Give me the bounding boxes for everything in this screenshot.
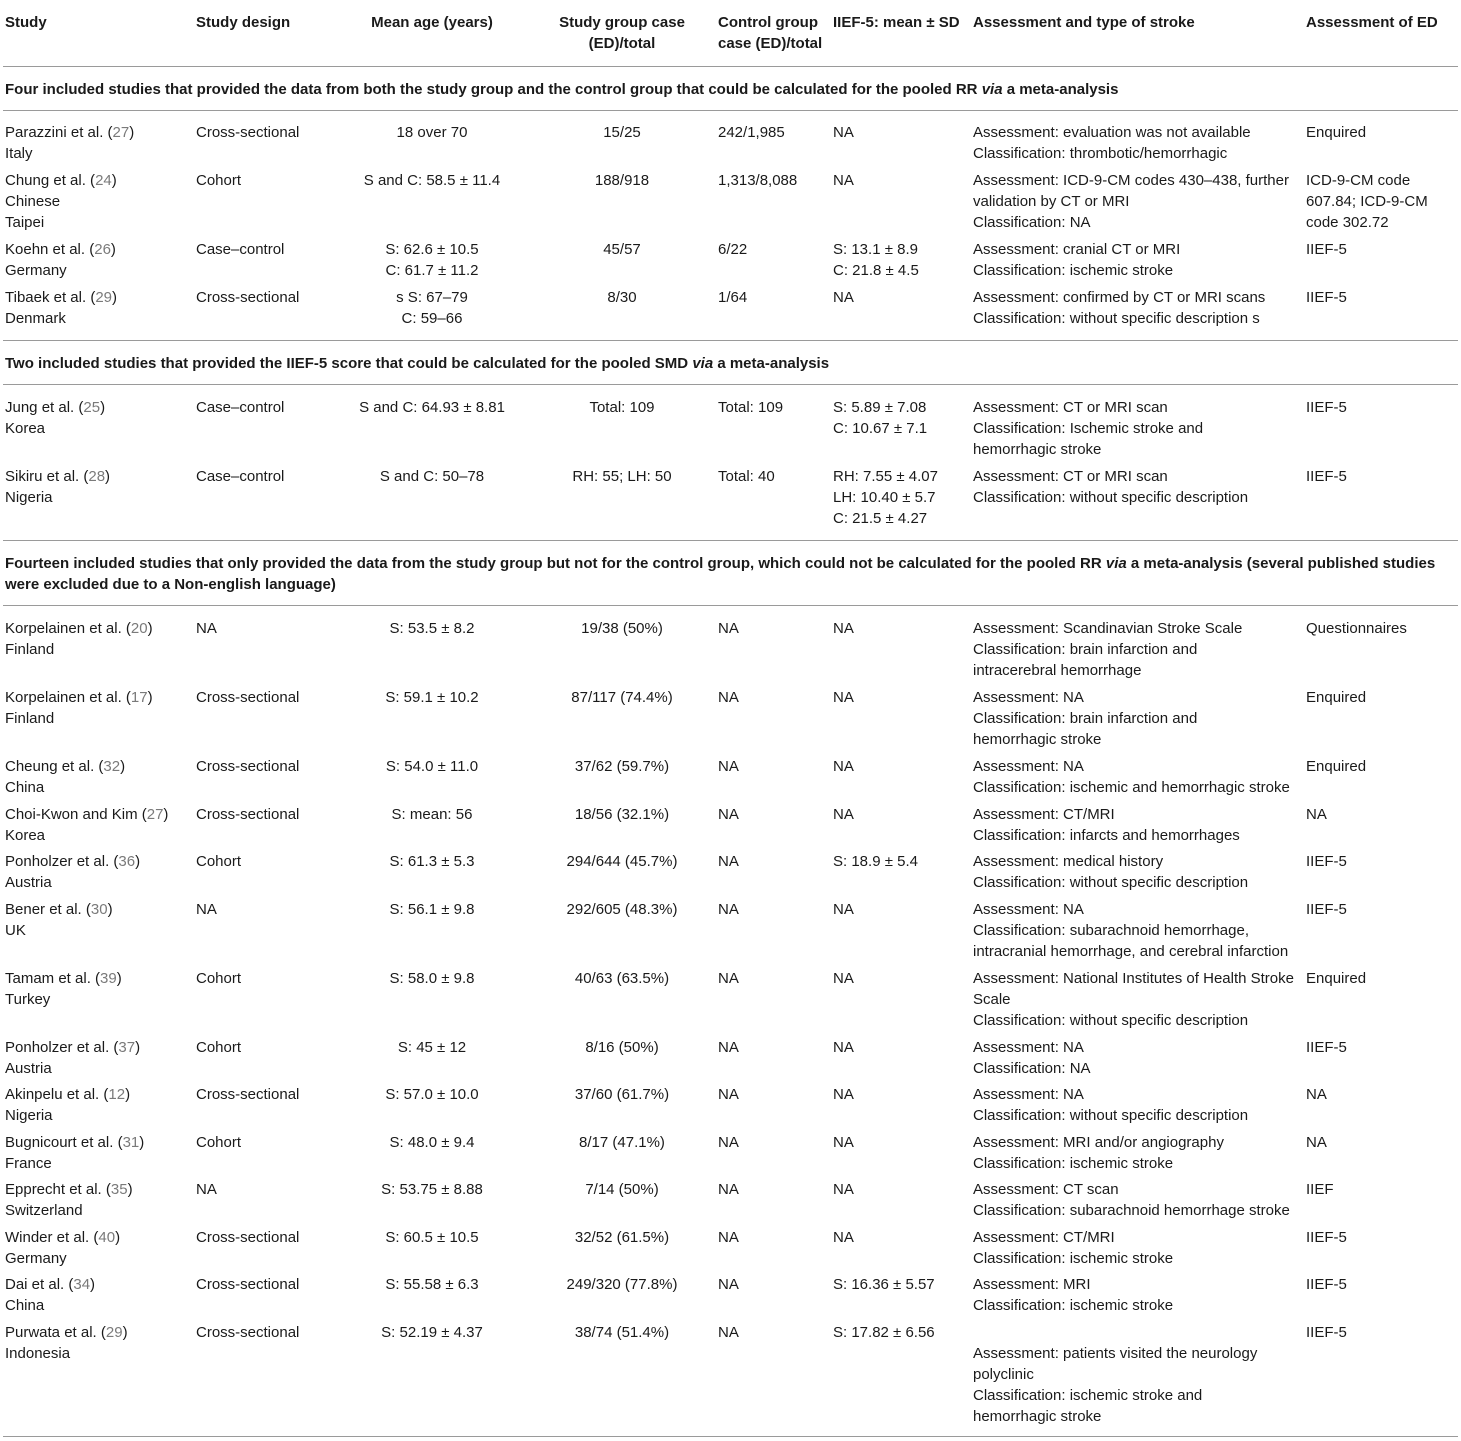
cell-study: [5, 1084, 190, 1126]
study-country: China: [5, 779, 45, 796]
cell-assessment: Assessment: cranial CT or MRI Classification: ischemic stroke: [973, 241, 1181, 279]
study-country: Austria: [5, 874, 52, 891]
cell-study: [5, 1179, 190, 1221]
header-ed: Assessment of ED: [1306, 14, 1438, 31]
cell-study-group: 37/60 (61.7%): [574, 1086, 670, 1103]
header-control-group: Control group case (ED)/total: [718, 14, 823, 52]
cell-mean-age: S: 62.6 ± 10.5 C: 61.7 ± 11.2: [385, 241, 479, 279]
reference-link[interactable]: 26: [94, 241, 111, 258]
study-author: Korpelainen et al. (: [5, 620, 131, 637]
section-end-divider: [3, 340, 1458, 341]
cell-assessment: Assessment: National Institutes of Health Stroke Scale Classification: without specific description: [973, 970, 1294, 1029]
cell-assessment: Assessment: CT or MRI scan Classification: without specific description: [973, 468, 1249, 506]
cell-mean-age: S: 52.19 ± 4.37: [381, 1324, 483, 1341]
study-author-end: ): [105, 468, 111, 485]
cell-assessment: Assessment: patients visited the neurology polyclinic Classification: ischemic stroke and hemorrhagic stroke: [973, 1345, 1258, 1425]
cell-ed-assessment: IIEF-5: [1306, 1229, 1347, 1246]
cell-ed-assessment: IIEF-5: [1306, 1324, 1347, 1341]
section-title-emphasis: via: [981, 81, 1003, 98]
cell-assessment: Assessment: NA Classification: brain infarction and hemorrhagic stroke: [973, 689, 1198, 748]
reference-link[interactable]: 12: [108, 1086, 126, 1103]
cell-iief: NA: [833, 172, 854, 189]
cell-ed-assessment: IIEF-5: [1306, 399, 1347, 416]
study-country: Denmark: [5, 310, 66, 327]
study-country: Germany: [5, 1250, 67, 1267]
study-country: Nigeria: [5, 1107, 53, 1124]
cell-assessment: Assessment: MRI Classification: ischemic stroke: [973, 1276, 1174, 1314]
cell-assessment: Assessment: CT scan Classification: subarachnoid hemorrhage stroke: [973, 1181, 1290, 1219]
study-author: Purwata et al. (: [5, 1324, 106, 1341]
cell-study: [5, 170, 190, 233]
cell-design: NA: [196, 901, 217, 918]
section-title-text: Fourteen included studies that only provided the data from the study group but not for the control group, which could not be calculated for the pooled RR: [5, 555, 1106, 572]
cell-study: [5, 122, 190, 164]
reference-link[interactable]: 28: [88, 468, 106, 485]
cell-study-group: 7/14 (50%): [585, 1181, 659, 1198]
cell-assessment: Assessment: confirmed by CT or MRI scans Classification: without specific description s: [973, 289, 1266, 327]
cell-study-group: 45/57: [603, 241, 641, 258]
cell-study-group: RH: 55; LH: 50: [572, 468, 672, 485]
cell-study: [5, 1037, 190, 1079]
cell-design: Cohort: [196, 1039, 242, 1056]
cell-assessment: Assessment: NA Classification: subarachnoid hemorrhage, intracranial hemorrhage, and cerebral infarction: [973, 901, 1289, 960]
study-author-end: ): [112, 289, 118, 306]
cell-iief: NA: [833, 1134, 854, 1151]
cell-iief: NA: [833, 689, 854, 706]
cell-ed-assessment: Enquired: [1306, 970, 1367, 987]
cell-control-group: NA: [718, 970, 739, 987]
cell-study: [5, 968, 190, 1010]
study-author-end: ): [129, 124, 135, 141]
cell-study-group: 292/605 (48.3%): [566, 901, 678, 918]
study-country: Finland: [5, 710, 55, 727]
study-country: Korea: [5, 827, 46, 844]
reference-link[interactable]: 35: [110, 1181, 128, 1198]
study-author-end: ): [115, 1229, 121, 1246]
section-title-text: a meta-analysis (several published studies were excluded due to a Non-english language): [5, 555, 1436, 593]
cell-study: [5, 851, 190, 893]
study-author: Ponholzer et al. (: [5, 1039, 119, 1056]
cell-design: Cross-sectional: [196, 1229, 300, 1246]
reference-link[interactable]: 29: [95, 289, 113, 306]
cell-iief: NA: [833, 806, 854, 823]
study-country: China: [5, 1297, 45, 1314]
study-author: Epprecht et al. (: [5, 1181, 111, 1198]
cell-ed-assessment: IIEF-5: [1306, 468, 1347, 485]
header-iief: IIEF-5: mean ± SD: [833, 14, 960, 31]
section-title: [5, 553, 1457, 595]
section-divider: [3, 605, 1458, 606]
study-country: Switzerland: [5, 1202, 83, 1219]
cell-iief: NA: [833, 901, 854, 918]
section-title-text: Two included studies that provided the IIEF-5 score that could be calculated for the pooled SMD: [5, 355, 693, 372]
cell-control-group: NA: [718, 853, 739, 870]
cell-ed-assessment: IIEF-5: [1306, 289, 1347, 306]
reference-link[interactable]: 37: [118, 1039, 136, 1056]
cell-ed-assessment: IIEF-5: [1306, 1276, 1347, 1293]
cell-study-group: 8/30: [607, 289, 637, 306]
cell-design: Case–control: [196, 468, 285, 485]
cell-design: Cohort: [196, 970, 242, 987]
cell-assessment: Assessment: NA Classification: without specific description: [973, 1086, 1249, 1124]
cell-mean-age: S: 59.1 ± 10.2: [385, 689, 479, 706]
cell-ed-assessment: NA: [1306, 1134, 1327, 1151]
cell-mean-age: s S: 67–79 C: 59–66: [396, 289, 468, 327]
header-study-group: Study group case (ED)/total: [559, 14, 685, 52]
cell-control-group: NA: [718, 1276, 739, 1293]
reference-link[interactable]: 36: [118, 853, 136, 870]
reference-link[interactable]: 32: [103, 758, 121, 775]
cell-study: [5, 1322, 190, 1364]
reference-link[interactable]: 30: [90, 901, 108, 918]
study-author-end: ): [139, 1134, 145, 1151]
cell-design: Cross-sectional: [196, 689, 300, 706]
cell-control-group: NA: [718, 758, 739, 775]
cell-control-group: NA: [718, 1086, 739, 1103]
cell-study-group: 188/918: [594, 172, 650, 189]
cell-study: [5, 397, 190, 439]
cell-assessment: Assessment: medical history Classification: without specific description: [973, 853, 1249, 891]
cell-assessment: Assessment: NA Classification: NA: [973, 1039, 1091, 1077]
section-title: [5, 79, 1457, 100]
reference-link[interactable]: 34: [73, 1276, 91, 1293]
reference-link[interactable]: 39: [100, 970, 117, 987]
section-title-text: a meta-analysis: [713, 355, 830, 372]
cell-mean-age: 18 over 70: [396, 124, 468, 141]
cell-ed-assessment: IIEF-5: [1306, 901, 1347, 918]
study-author-end: ): [147, 689, 153, 706]
cell-study-group: 249/320 (77.8%): [566, 1276, 678, 1293]
cell-study: [5, 239, 190, 281]
study-author-end: ): [135, 853, 141, 870]
cell-control-group: NA: [718, 901, 739, 918]
cell-ed-assessment: IIEF-5: [1306, 853, 1347, 870]
reference-link[interactable]: 29: [105, 1324, 123, 1341]
cell-assessment: Assessment: MRI and/or angiography Classification: ischemic stroke: [973, 1134, 1224, 1172]
cell-study-group: 8/17 (47.1%): [579, 1134, 665, 1151]
cell-study: [5, 287, 190, 329]
cell-study: [5, 1227, 190, 1269]
cell-study-group: Total: 109: [589, 399, 655, 416]
cell-assessment: Assessment: Scandinavian Stroke Scale Classification: brain infarction and intracerebral hemorrhage: [973, 620, 1243, 679]
cell-design: NA: [196, 620, 217, 637]
cell-control-group: 1,313/8,088: [718, 172, 798, 189]
cell-control-group: NA: [718, 806, 739, 823]
study-author: Akinpelu et al. (: [5, 1086, 109, 1103]
section-divider: [3, 110, 1458, 111]
cell-mean-age: S: 57.0 ± 10.0: [385, 1086, 479, 1103]
cell-assessment: Assessment: CT/MRI Classification: ischemic stroke: [973, 1229, 1174, 1267]
section-divider: [3, 384, 1458, 385]
cell-mean-age: S: 45 ± 12: [397, 1039, 467, 1056]
cell-mean-age: S: 53.5 ± 8.2: [389, 620, 475, 637]
study-author-end: ): [135, 1039, 141, 1056]
cell-control-group: NA: [718, 1134, 739, 1151]
reference-link[interactable]: 25: [83, 399, 101, 416]
cell-mean-age: S: 61.3 ± 5.3: [389, 853, 475, 870]
cell-mean-age: S and C: 64.93 ± 8.81: [359, 399, 505, 416]
cell-mean-age: S: 48.0 ± 9.4: [389, 1134, 475, 1151]
cell-study-group: 32/52 (61.5%): [574, 1229, 670, 1246]
cell-design: Cross-sectional: [196, 1276, 300, 1293]
section-title: [5, 353, 1457, 374]
cell-control-group: Total: 40: [718, 468, 775, 485]
cell-iief: NA: [833, 1039, 854, 1056]
study-author: Koehn et al. (: [5, 241, 95, 258]
header-design: Study design: [196, 14, 291, 31]
cell-mean-age: S: 58.0 ± 9.8: [389, 970, 475, 987]
study-author-end: ): [122, 1324, 128, 1341]
cell-iief: S: 18.9 ± 5.4: [833, 853, 918, 870]
cell-mean-age: S: mean: 56: [391, 806, 473, 823]
cell-study-group: 18/56 (32.1%): [574, 806, 670, 823]
cell-design: Cohort: [196, 1134, 242, 1151]
cell-mean-age: S: 60.5 ± 10.5: [385, 1229, 479, 1246]
study-country: Austria: [5, 1060, 52, 1077]
cell-control-group: NA: [718, 1039, 739, 1056]
cell-study-group: 40/63 (63.5%): [574, 970, 670, 987]
header-assessment: Assessment and type of stroke: [973, 14, 1195, 31]
cell-study-group: 38/74 (51.4%): [574, 1324, 670, 1341]
study-author-end: ): [110, 241, 116, 258]
cell-study-group: 87/117 (74.4%): [571, 689, 673, 706]
study-author-end: ): [125, 1086, 131, 1103]
cell-design: Case–control: [196, 241, 285, 258]
cell-design: Cross-sectional: [196, 758, 300, 775]
study-author: Korpelainen et al. (: [5, 689, 131, 706]
cell-mean-age: S: 55.58 ± 6.3: [385, 1276, 479, 1293]
cell-ed-assessment: NA: [1306, 1086, 1327, 1103]
section-end-divider: [3, 540, 1458, 541]
cell-iief: NA: [833, 1229, 854, 1246]
reference-link[interactable]: 40: [98, 1229, 116, 1246]
reference-link[interactable]: 27: [146, 806, 164, 823]
cell-mean-age: S: 56.1 ± 9.8: [389, 901, 475, 918]
cell-design: Cross-sectional: [196, 806, 300, 823]
study-author: Chung et al. (: [5, 172, 96, 189]
cell-study: [5, 618, 190, 660]
study-author: Tamam et al. (: [5, 970, 101, 987]
reference-link[interactable]: 20: [130, 620, 148, 637]
study-author-end: ): [120, 758, 126, 775]
cell-control-group: NA: [718, 620, 739, 637]
study-country: Indonesia: [5, 1345, 71, 1362]
cell-ed-assessment: NA: [1306, 806, 1327, 823]
cell-study-group: 15/25: [603, 124, 641, 141]
section-title-text: Four included studies that provided the data from both the study group and the control group that could be calculated for the pooled RR: [5, 81, 982, 98]
cell-iief: NA: [833, 289, 854, 306]
study-author-end: ): [116, 970, 122, 987]
study-author-end: ): [147, 620, 153, 637]
cell-study: [5, 687, 190, 729]
cell-ed-assessment: Enquired: [1306, 124, 1367, 141]
cell-control-group: 242/1,985: [718, 124, 785, 141]
cell-assessment: Assessment: evaluation was not available Classification: thrombotic/hemorrhagic: [973, 124, 1251, 162]
cell-mean-age: S: 54.0 ± 11.0: [385, 758, 479, 775]
reference-link[interactable]: 24: [95, 172, 112, 189]
study-country: Korea: [5, 420, 46, 437]
cell-control-group: NA: [718, 689, 739, 706]
cell-control-group: 6/22: [718, 241, 748, 258]
cell-iief: S: 17.82 ± 6.56: [833, 1324, 935, 1341]
cell-iief: RH: 7.55 ± 4.07 LH: 10.40 ± 5.7 C: 21.5 ± 4.27: [833, 468, 938, 527]
cell-assessment: Assessment: CT or MRI scan Classification: Ischemic stroke and hemorrhagic stroke: [973, 399, 1204, 458]
cell-ed-assessment: Enquired: [1306, 758, 1367, 775]
section-title-emphasis: via: [692, 355, 714, 372]
cell-design: Cross-sectional: [196, 289, 300, 306]
cell-ed-assessment: ICD-9-CM code 607.84; ICD-9-CM code 302.72: [1306, 172, 1428, 231]
study-author-end: ): [127, 1181, 133, 1198]
cell-design: Cross-sectional: [196, 124, 300, 141]
cell-ed-assessment: Questionnaires: [1306, 620, 1407, 637]
cell-assessment: Assessment: NA Classification: ischemic and hemorrhagic stroke: [973, 758, 1290, 796]
study-author: Cheung et al. (: [5, 758, 104, 775]
cell-study: [5, 804, 190, 846]
cell-mean-age: S and C: 50–78: [379, 468, 485, 485]
study-country: Turkey: [5, 991, 51, 1008]
cell-assessment: Assessment: ICD-9-CM codes 430–438, further validation by CT or MRI Classification: NA: [973, 172, 1289, 231]
study-country: Italy: [5, 145, 33, 162]
cell-design: Cohort: [196, 853, 242, 870]
study-country: UK: [5, 922, 26, 939]
study-author: Sikiru et al. (: [5, 468, 89, 485]
cell-ed-assessment: IIEF-5: [1306, 241, 1347, 258]
study-author: Choi-Kwon and Kim (: [5, 806, 147, 823]
study-author-end: ): [100, 399, 106, 416]
cell-control-group: NA: [718, 1229, 739, 1246]
study-author: Tibaek et al. (: [5, 289, 96, 306]
cell-iief: S: 16.36 ± 5.57: [833, 1276, 935, 1293]
cell-iief: NA: [833, 1181, 854, 1198]
study-author: Bugnicourt et al. (: [5, 1134, 123, 1151]
section-title-text: a meta-analysis: [1002, 81, 1119, 98]
cell-ed-assessment: IIEF: [1306, 1181, 1334, 1198]
cell-iief: S: 13.1 ± 8.9 C: 21.8 ± 4.5: [833, 241, 919, 279]
study-country: Finland: [5, 641, 55, 658]
cell-iief: S: 5.89 ± 7.08 C: 10.67 ± 7.1: [833, 399, 928, 437]
reference-link[interactable]: 27: [112, 124, 130, 141]
cell-design: Cross-sectional: [196, 1324, 300, 1341]
cell-study: [5, 899, 190, 941]
study-author: Dai et al. (: [5, 1276, 74, 1293]
cell-assessment: Assessment: CT/MRI Classification: infarcts and hemorrhages: [973, 806, 1240, 844]
section-title-emphasis: via: [1105, 555, 1127, 572]
study-author-end: ): [163, 806, 169, 823]
cell-control-group: NA: [718, 1324, 739, 1341]
header-age: Mean age (years): [371, 14, 493, 31]
cell-iief: NA: [833, 124, 854, 141]
study-author-end: ): [107, 901, 113, 918]
study-country: France: [5, 1155, 52, 1172]
cell-iief: NA: [833, 620, 854, 637]
study-author: Bener et al. (: [5, 901, 91, 918]
cell-ed-assessment: Enquired: [1306, 689, 1367, 706]
reference-link[interactable]: 17: [130, 689, 148, 706]
study-author: Jung et al. (: [5, 399, 84, 416]
reference-link[interactable]: 31: [122, 1134, 140, 1151]
header-study: Study: [5, 14, 47, 31]
cell-mean-age: S: 53.75 ± 8.88: [381, 1181, 483, 1198]
cell-study-group: 19/38 (50%): [581, 620, 663, 637]
cell-study: [5, 466, 190, 508]
cell-study-group: 294/644 (45.7%): [566, 853, 678, 870]
cell-study-group: 8/16 (50%): [585, 1039, 659, 1056]
study-country: Chinese Taipei: [5, 193, 61, 231]
study-author: Parazzini et al. (: [5, 124, 113, 141]
study-author-end: ): [111, 172, 117, 189]
study-author-end: ): [90, 1276, 96, 1293]
study-author: Winder et al. (: [5, 1229, 99, 1246]
study-country: Nigeria: [5, 489, 53, 506]
cell-iief: NA: [833, 970, 854, 987]
cell-study-group: 37/62 (59.7%): [574, 758, 670, 775]
cell-study: [5, 1274, 190, 1316]
cell-design: Cohort: [196, 172, 242, 189]
study-country: Germany: [5, 262, 67, 279]
cell-ed-assessment: IIEF-5: [1306, 1039, 1347, 1056]
cell-mean-age: S and C: 58.5 ± 11.4: [363, 172, 501, 189]
cell-design: Cross-sectional: [196, 1086, 300, 1103]
cell-iief: NA: [833, 1086, 854, 1103]
section-end-divider: [3, 1436, 1458, 1437]
cell-control-group: Total: 109: [718, 399, 784, 416]
cell-iief: NA: [833, 758, 854, 775]
cell-control-group: 1/64: [718, 289, 748, 306]
cell-design: Case–control: [196, 399, 285, 416]
cell-design: NA: [196, 1181, 217, 1198]
cell-study: [5, 1132, 190, 1174]
cell-study: [5, 756, 190, 798]
study-author: Ponholzer et al. (: [5, 853, 119, 870]
header-divider: [3, 66, 1458, 67]
cell-control-group: NA: [718, 1181, 739, 1198]
